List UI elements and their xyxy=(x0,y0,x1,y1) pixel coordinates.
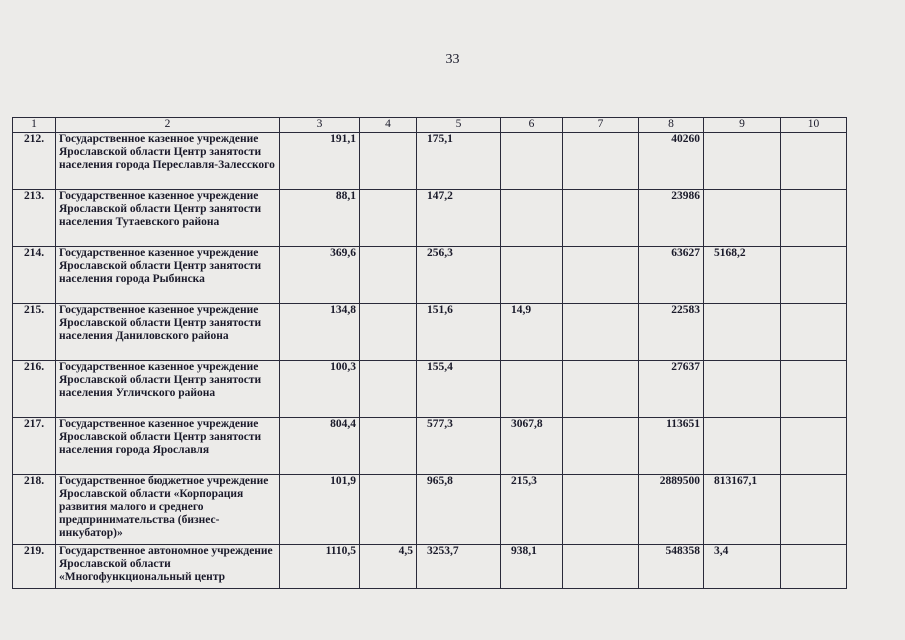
col-header-1: 1 xyxy=(13,118,56,133)
row-number: 214. xyxy=(13,247,56,304)
cell-col6: 3067,8 xyxy=(501,418,563,475)
cell-col10 xyxy=(781,247,847,304)
row-number: 217. xyxy=(13,418,56,475)
cell-col5: 256,3 xyxy=(417,247,501,304)
institution-name: Государственное казенное учреждение Ярославской области Центр занятости населения Угличского района xyxy=(56,361,280,418)
row-number: 219. xyxy=(13,545,56,589)
cell-col3: 1110,5 xyxy=(280,545,360,589)
cell-col8: 23986 xyxy=(639,190,704,247)
cell-col10 xyxy=(781,190,847,247)
col-header-9: 9 xyxy=(704,118,781,133)
cell-col4 xyxy=(360,361,417,418)
col-header-6: 6 xyxy=(501,118,563,133)
institution-name: Государственное бюджетное учреждение Ярославской области «Корпорация развития малого и среднего предпринимательства (бизнес-инкубатор)» xyxy=(56,475,280,545)
header-row xyxy=(13,118,847,133)
col-header-2: 2 xyxy=(56,118,280,133)
cell-col9: 813167,1 xyxy=(704,475,781,545)
cell-col8: 548358 xyxy=(639,545,704,589)
cell-col6 xyxy=(501,190,563,247)
table-row xyxy=(13,247,847,304)
cell-col10 xyxy=(781,418,847,475)
institution-name: Государственное казенное учреждение Ярославской области Центр занятости населения Даниловского района xyxy=(56,304,280,361)
cell-col10 xyxy=(781,475,847,545)
table-row xyxy=(13,190,847,247)
cell-col5: 151,6 xyxy=(417,304,501,361)
cell-col5: 175,1 xyxy=(417,133,501,190)
table-row xyxy=(13,418,847,475)
cell-col4 xyxy=(360,418,417,475)
institution-name: Государственное автономное учреждение Ярославской области «Многофункциональный центр xyxy=(56,545,280,589)
cell-col7 xyxy=(563,545,639,589)
cell-col6: 215,3 xyxy=(501,475,563,545)
cell-col5: 3253,7 xyxy=(417,545,501,589)
row-number: 215. xyxy=(13,304,56,361)
page-number: 33 xyxy=(445,52,460,67)
cell-col7 xyxy=(563,190,639,247)
table-row xyxy=(13,133,847,190)
row-number: 213. xyxy=(13,190,56,247)
cell-col7 xyxy=(563,304,639,361)
col-header-3: 3 xyxy=(280,118,360,133)
cell-col3: 101,9 xyxy=(280,475,360,545)
cell-col10 xyxy=(781,304,847,361)
cell-col7 xyxy=(563,475,639,545)
cell-col6: 938,1 xyxy=(501,545,563,589)
cell-col7 xyxy=(563,247,639,304)
cell-col3: 804,4 xyxy=(280,418,360,475)
cell-col5: 965,8 xyxy=(417,475,501,545)
cell-col9: 3,4 xyxy=(704,545,781,589)
cell-col3: 134,8 xyxy=(280,304,360,361)
table-row xyxy=(13,361,847,418)
cell-col5: 155,4 xyxy=(417,361,501,418)
row-number: 216. xyxy=(13,361,56,418)
cell-col8: 40260 xyxy=(639,133,704,190)
cell-col9 xyxy=(704,304,781,361)
cell-col9: 5168,2 xyxy=(704,247,781,304)
data-table xyxy=(12,117,847,589)
cell-col6: 14,9 xyxy=(501,304,563,361)
table-row xyxy=(13,475,847,545)
cell-col7 xyxy=(563,133,639,190)
cell-col3: 369,6 xyxy=(280,247,360,304)
cell-col6 xyxy=(501,361,563,418)
cell-col9 xyxy=(704,361,781,418)
institution-name: Государственное казенное учреждение Ярославской области Центр занятости населения города Рыбинска xyxy=(56,247,280,304)
cell-col7 xyxy=(563,418,639,475)
cell-col3: 100,3 xyxy=(280,361,360,418)
table-row xyxy=(13,545,847,589)
table-row xyxy=(13,304,847,361)
cell-col6 xyxy=(501,133,563,190)
cell-col4 xyxy=(360,304,417,361)
institution-name: Государственное казенное учреждение Ярославской области Центр занятости населения города Ярославля xyxy=(56,418,280,475)
cell-col9 xyxy=(704,418,781,475)
cell-col6 xyxy=(501,247,563,304)
cell-col8: 22583 xyxy=(639,304,704,361)
cell-col8: 2889500 xyxy=(639,475,704,545)
col-header-10: 10 xyxy=(781,118,847,133)
row-number: 218. xyxy=(13,475,56,545)
cell-col7 xyxy=(563,361,639,418)
cell-col10 xyxy=(781,545,847,589)
cell-col4 xyxy=(360,133,417,190)
cell-col4 xyxy=(360,190,417,247)
cell-col8: 113651 xyxy=(639,418,704,475)
cell-col9 xyxy=(704,133,781,190)
cell-col4: 4,5 xyxy=(360,545,417,589)
row-number: 212. xyxy=(13,133,56,190)
col-header-5: 5 xyxy=(417,118,501,133)
col-header-8: 8 xyxy=(639,118,704,133)
cell-col10 xyxy=(781,133,847,190)
cell-col8: 63627 xyxy=(639,247,704,304)
cell-col4 xyxy=(360,475,417,545)
cell-col4 xyxy=(360,247,417,304)
col-header-4: 4 xyxy=(360,118,417,133)
cell-col3: 88,1 xyxy=(280,190,360,247)
cell-col8: 27637 xyxy=(639,361,704,418)
institution-name: Государственное казенное учреждение Ярославской области Центр занятости населения города Переславля-Залесского xyxy=(56,133,280,190)
institution-name: Государственное казенное учреждение Ярославской области Центр занятости населения Тутаевского района xyxy=(56,190,280,247)
cell-col9 xyxy=(704,190,781,247)
cell-col5: 577,3 xyxy=(417,418,501,475)
cell-col3: 191,1 xyxy=(280,133,360,190)
col-header-7: 7 xyxy=(563,118,639,133)
cell-col10 xyxy=(781,361,847,418)
cell-col5: 147,2 xyxy=(417,190,501,247)
